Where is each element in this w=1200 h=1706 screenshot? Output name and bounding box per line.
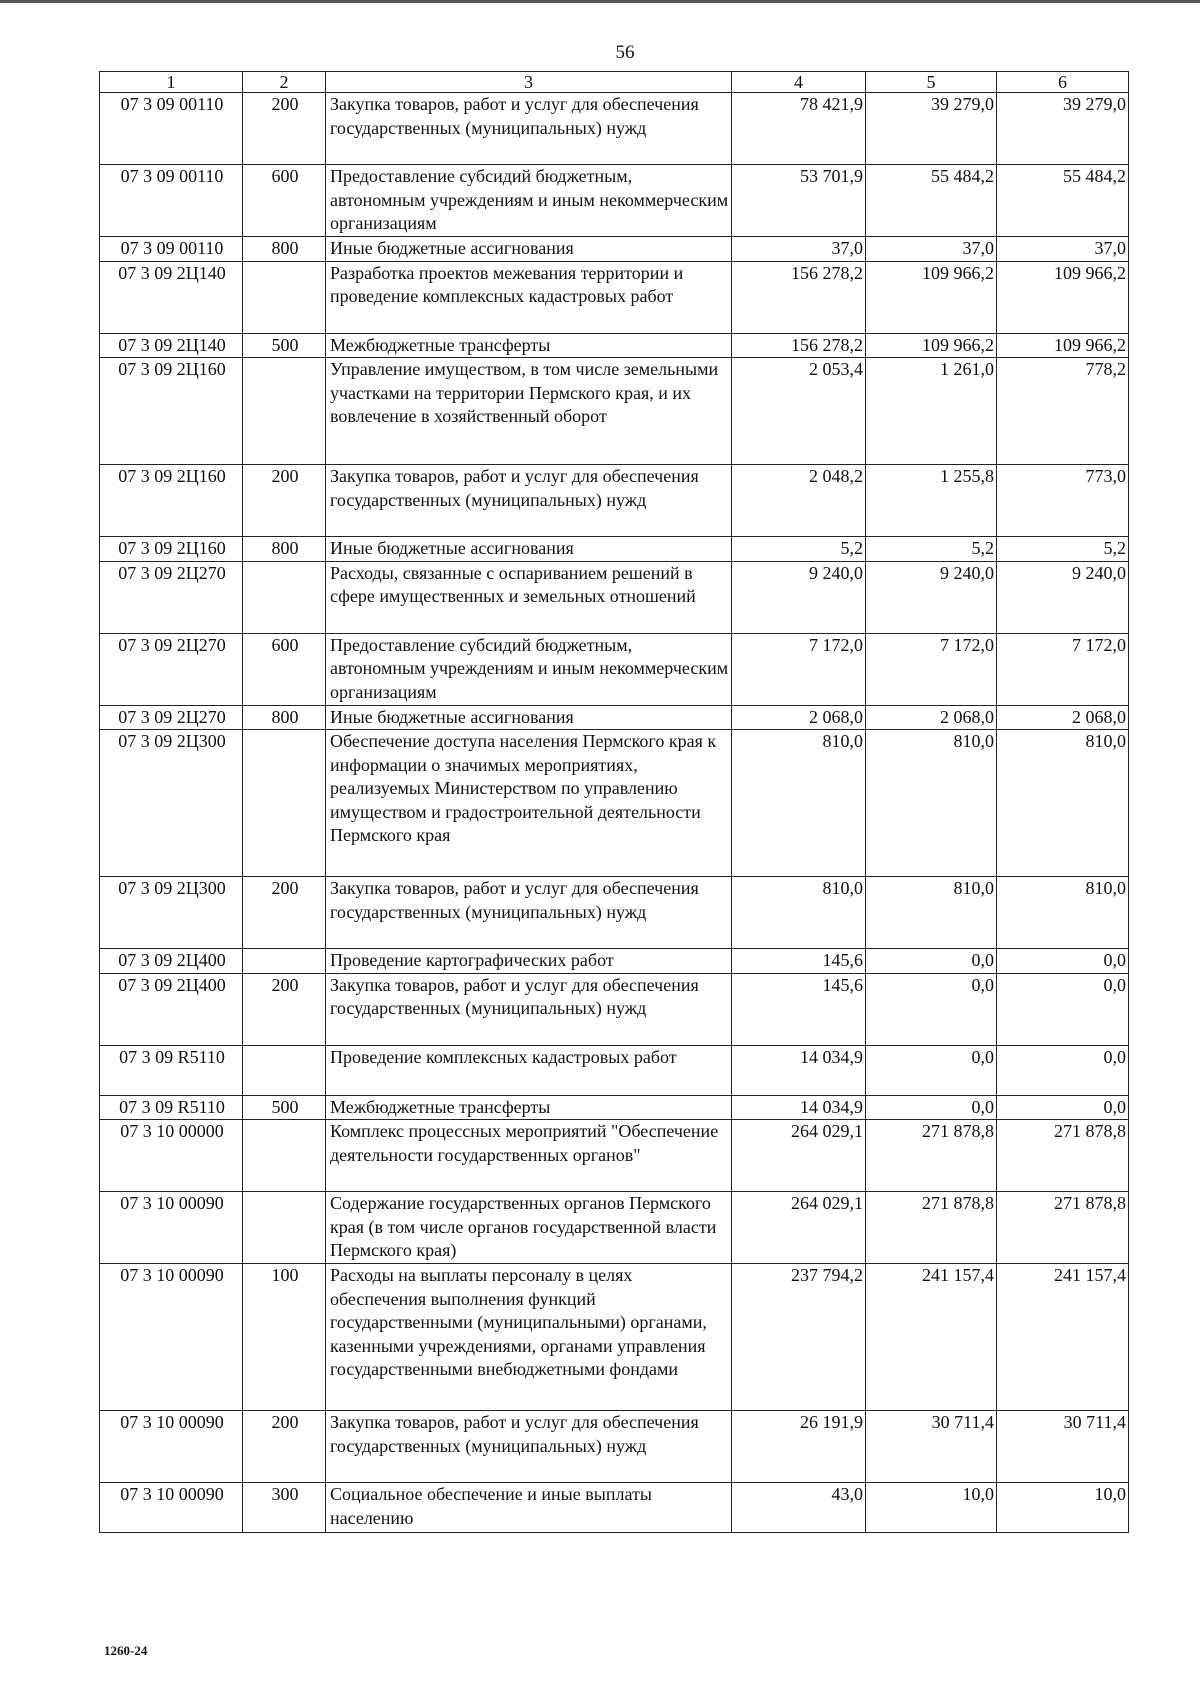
amount-col5: 810,0 [866,730,997,877]
table-body [100,93,1129,1533]
amount-col4: 9 240,0 [732,561,866,633]
amount-col4: 2 068,0 [732,705,866,730]
amount-col4: 2 053,4 [732,358,866,465]
item-name: Иные бюджетные ассигнования [326,537,732,562]
amount-col4: 26 191,9 [732,1411,866,1483]
item-name: Иные бюджетные ассигнования [326,705,732,730]
scan-edge [0,0,1200,3]
amount-col4: 78 421,9 [732,93,866,165]
table-row [100,730,1129,877]
amount-col5: 0,0 [866,973,997,1045]
classification-code: 07 3 09 2Ц160 [100,358,243,465]
amount-col4: 14 034,9 [732,1095,866,1120]
item-name: Иные бюджетные ассигнования [326,237,732,262]
table-header-row [100,72,1129,93]
item-name: Проведение комплексных кадастровых работ [326,1045,732,1095]
amount-col6: 10,0 [997,1483,1129,1533]
item-name: Проведение картографических работ [326,949,732,974]
item-name: Расходы, связанные с оспариванием решений в сфере имущественных и земельных отношений [326,561,732,633]
amount-col4: 156 278,2 [732,333,866,358]
amount-col5: 109 966,2 [866,333,997,358]
classification-code: 07 3 09 2Ц270 [100,633,243,705]
amount-col5: 271 878,8 [866,1192,997,1264]
amount-col4: 2 048,2 [732,465,866,537]
item-name: Закупка товаров, работ и услуг для обеспечения государственных (муниципальных) нужд [326,465,732,537]
amount-col6: 109 966,2 [997,333,1129,358]
expense-type: 800 [243,537,326,562]
amount-col6: 0,0 [997,949,1129,974]
expense-type [243,1045,326,1095]
table-row [100,633,1129,705]
amount-col6: 0,0 [997,1095,1129,1120]
amount-col5: 37,0 [866,237,997,262]
item-name: Закупка товаров, работ и услуг для обеспечения государственных (муниципальных) нужд [326,1411,732,1483]
classification-code: 07 3 09 00110 [100,237,243,262]
item-name: Расходы на выплаты персоналу в целях обеспечения выполнения функций государственными (муниципальными) органами, казенными учреждениями, органами управления государственными внебюджетными фондами [326,1264,732,1411]
table-row [100,1120,1129,1192]
table-row [100,358,1129,465]
item-name: Межбюджетные трансферты [326,1095,732,1120]
amount-col4: 810,0 [732,877,866,949]
expense-type [243,1192,326,1264]
classification-code: 07 3 09 00110 [100,93,243,165]
classification-code: 07 3 10 00000 [100,1120,243,1192]
amount-col4: 145,6 [732,973,866,1045]
expense-type [243,1120,326,1192]
expense-type: 600 [243,165,326,237]
item-name: Обеспечение доступа населения Пермского края к информации о значимых мероприятиях, реализуемых Министерством по управлению имуществом и градостроительной деятельности Пермского края [326,730,732,877]
amount-col5: 5,2 [866,537,997,562]
amount-col6: 5,2 [997,537,1129,562]
amount-col6: 773,0 [997,465,1129,537]
expense-type: 600 [243,633,326,705]
amount-col5: 810,0 [866,877,997,949]
amount-col6: 55 484,2 [997,165,1129,237]
item-name: Закупка товаров, работ и услуг для обеспечения государственных (муниципальных) нужд [326,877,732,949]
amount-col5: 9 240,0 [866,561,997,633]
amount-col5: 39 279,0 [866,93,997,165]
column-header: 3 [326,72,732,93]
amount-col6: 109 966,2 [997,261,1129,333]
expense-type: 500 [243,1095,326,1120]
classification-code: 07 3 10 00090 [100,1483,243,1533]
amount-col6: 0,0 [997,1045,1129,1095]
column-header: 4 [732,72,866,93]
amount-col6: 0,0 [997,973,1129,1045]
item-name: Предоставление субсидий бюджетным, автономным учреждениям и иным некоммерческим организациям [326,165,732,237]
classification-code: 07 3 09 R5110 [100,1045,243,1095]
table-row [100,333,1129,358]
classification-code: 07 3 09 2Ц160 [100,537,243,562]
classification-code: 07 3 09 R5110 [100,1095,243,1120]
amount-col6: 37,0 [997,237,1129,262]
item-name: Закупка товаров, работ и услуг для обеспечения государственных (муниципальных) нужд [326,973,732,1045]
table-row [100,949,1129,974]
expense-type [243,561,326,633]
table-row [100,261,1129,333]
expense-type [243,358,326,465]
amount-col6: 39 279,0 [997,93,1129,165]
amount-col6: 2 068,0 [997,705,1129,730]
classification-code: 07 3 09 2Ц160 [100,465,243,537]
amount-col5: 0,0 [866,1095,997,1120]
table-row [100,561,1129,633]
amount-col5: 2 068,0 [866,705,997,730]
table-row [100,237,1129,262]
classification-code: 07 3 09 2Ц300 [100,730,243,877]
amount-col5: 0,0 [866,1045,997,1095]
page-number: 56 [615,42,635,63]
amount-col4: 237 794,2 [732,1264,866,1411]
table-row [100,1411,1129,1483]
column-header: 6 [997,72,1129,93]
classification-code: 07 3 09 2Ц300 [100,877,243,949]
amount-col5: 1 255,8 [866,465,997,537]
expense-type: 800 [243,237,326,262]
amount-col4: 37,0 [732,237,866,262]
amount-col4: 810,0 [732,730,866,877]
expense-type: 300 [243,1483,326,1533]
amount-col5: 7 172,0 [866,633,997,705]
expense-type: 200 [243,465,326,537]
amount-col4: 7 172,0 [732,633,866,705]
column-header: 5 [866,72,997,93]
expense-type: 500 [243,333,326,358]
table-row [100,1045,1129,1095]
amount-col4: 53 701,9 [732,165,866,237]
amount-col5: 109 966,2 [866,261,997,333]
amount-col4: 264 029,1 [732,1120,866,1192]
expense-type: 200 [243,877,326,949]
amount-col4: 264 029,1 [732,1192,866,1264]
amount-col6: 7 172,0 [997,633,1129,705]
amount-col6: 241 157,4 [997,1264,1129,1411]
expense-type: 100 [243,1264,326,1411]
classification-code: 07 3 09 2Ц400 [100,949,243,974]
expense-type: 200 [243,973,326,1045]
table-row [100,973,1129,1045]
table-row [100,705,1129,730]
budget-table [99,71,1129,1533]
amount-col6: 271 878,8 [997,1120,1129,1192]
expense-type [243,261,326,333]
amount-col5: 241 157,4 [866,1264,997,1411]
table-row [100,1264,1129,1411]
amount-col6: 30 711,4 [997,1411,1129,1483]
amount-col5: 55 484,2 [866,165,997,237]
table-row [100,465,1129,537]
amount-col4: 14 034,9 [732,1045,866,1095]
classification-code: 07 3 09 2Ц400 [100,973,243,1045]
column-header: 2 [243,72,326,93]
item-name: Социальное обеспечение и иные выплаты населению [326,1483,732,1533]
item-name: Комплекс процессных мероприятий "Обеспечение деятельности государственных органов" [326,1120,732,1192]
classification-code: 07 3 09 2Ц140 [100,333,243,358]
table-row [100,537,1129,562]
column-header: 1 [100,72,243,93]
amount-col4: 43,0 [732,1483,866,1533]
amount-col5: 1 261,0 [866,358,997,465]
expense-type: 200 [243,1411,326,1483]
amount-col5: 10,0 [866,1483,997,1533]
amount-col4: 145,6 [732,949,866,974]
item-name: Содержание государственных органов Пермского края (в том числе органов государственной власти Пермского края) [326,1192,732,1264]
table-row [100,1095,1129,1120]
table-row [100,1483,1129,1533]
classification-code: 07 3 09 2Ц270 [100,561,243,633]
expense-type: 800 [243,705,326,730]
classification-code: 07 3 09 2Ц270 [100,705,243,730]
expense-type [243,949,326,974]
item-name: Предоставление субсидий бюджетным, автономным учреждениям и иным некоммерческим организациям [326,633,732,705]
item-name: Закупка товаров, работ и услуг для обеспечения государственных (муниципальных) нужд [326,93,732,165]
amount-col6: 9 240,0 [997,561,1129,633]
amount-col6: 271 878,8 [997,1192,1129,1264]
amount-col4: 5,2 [732,537,866,562]
item-name: Межбюджетные трансферты [326,333,732,358]
expense-type: 200 [243,93,326,165]
amount-col6: 810,0 [997,730,1129,877]
classification-code: 07 3 10 00090 [100,1192,243,1264]
table-row [100,1192,1129,1264]
amount-col6: 778,2 [997,358,1129,465]
classification-code: 07 3 09 2Ц140 [100,261,243,333]
classification-code: 07 3 10 00090 [100,1411,243,1483]
classification-code: 07 3 09 00110 [100,165,243,237]
item-name: Разработка проектов межевания территории и проведение комплексных кадастровых работ [326,261,732,333]
document-code: 1260-24 [104,1643,148,1658]
amount-col5: 30 711,4 [866,1411,997,1483]
amount-col4: 156 278,2 [732,261,866,333]
amount-col5: 0,0 [866,949,997,974]
item-name: Управление имуществом, в том числе земельными участками на территории Пермского края, и их вовлечение в хозяйственный оборот [326,358,732,465]
classification-code: 07 3 10 00090 [100,1264,243,1411]
table-row [100,93,1129,165]
amount-col6: 810,0 [997,877,1129,949]
amount-col5: 271 878,8 [866,1120,997,1192]
expense-type [243,730,326,877]
table-row [100,165,1129,237]
table-row [100,877,1129,949]
